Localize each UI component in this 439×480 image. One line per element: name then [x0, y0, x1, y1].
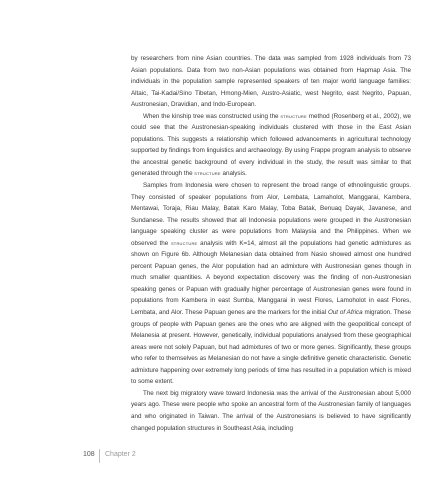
paragraph-1: by researchers from nine Asian countries. The data was sampled from 1928 individuals from 73 Asian populations. Data from two non-Asian populations was obtained from Hapmap Asia. The individuals in the population sample represented speakers of ten major world language families: Altaic, Tai-Kadai/Sino Tibetan, Hmong-Mien, Austro-Asiatic, west Negrito, east Negrito, Papuan, Austronesian, Dravidian, and Indo-European.	[131, 55, 411, 109]
paragraph-4: The next big migratory wave toward Indonesia was the arrival of the Austronesian about 5,000 years ago. These were people who spoke an ancestral form of the Austronesian family of languages and who originated in Taiwan. The arrival of the Austronesians is believed to have significantly changed population structures in Southeast Asia, including	[131, 389, 411, 432]
paragraph-2-text-c: analysis.	[220, 170, 247, 178]
paragraph-2	[131, 111, 411, 180]
structure-term: structure	[170, 239, 198, 247]
footer-divider	[99, 449, 100, 463]
chapter-label: Chapter 2	[105, 451, 136, 458]
page-footer	[0, 449, 439, 463]
paragraph-3-text-c: migration. These groups of people with Papuan genes are the ones who are aligned with the geopolitical concept of Melanesia at present. However, genetically, individual populations analysed from these geographical areas were not solely Papuan, but had admixtures of two or more genes. Significantly, these groups who refer to themselves as Melanesian do not have a single definitive genetic characteristic. Genetic admixture happening over extremely long periods of time has resulted in a population which is mixed to some extent.	[131, 309, 411, 386]
paragraph-3	[131, 180, 411, 388]
paragraph-3-text-b: analysis with K=14, almost all the populations had genetic admixtures as shown on Figure 6b. Although Melanesian data obtained from Nasio showed almost one hundred percent Papuan genes, the Alor population had an admixture with Austronesian genes though in much smaller quantities. A beyond expectation discovery was the finding of non-Austronesian speaking genes or Papuan with gradually higher percentage of Austronesian genes were found in populations from Kambera in east Sumba, Manggarai in west Flores, Lamoholot in east Flores, Lembata, and Alor. These Papuan genes are the markers for the initial	[131, 239, 411, 317]
structure-term: structure	[280, 112, 307, 120]
out-of-africa-term: Out of Africa	[327, 309, 363, 317]
paragraph-3-text-a: Samples from Indonesia were chosen to represent the broad range of ethnolinguistic groups. They consisted of speaker populations from Alor, Lembata, Lamaholot, Manggarai, Kambera, Mentawai, Toraja, Riau Malay, Batak Karo Malay, Toba Batak, Benuaq Dayak, Javanese, and Sundanese. The results showed that all Indonesia populations were grouped in the Austronesian language speaking cluster as were populations from Malaysia and the Philippines. When we observed the	[131, 182, 411, 247]
page-number: 108	[83, 451, 95, 458]
structure-term: structure	[194, 170, 221, 178]
body-text	[131, 53, 411, 434]
paragraph-2-text-b: method (Rosenberg et al., 2002), we could see that the Austronesian-speaking individuals clustered with those in the East Asian populations. This suggests a relationship which followed advancements in agricultural technology supported by findings from linguistics and archaeology. By using Frappe program analysis to observe the ancestral genetic background of every individual in the study, the result was similar to that generated through the	[131, 112, 411, 178]
paragraph-2-text-a: When the kinship tree was constructed using the	[143, 112, 281, 120]
